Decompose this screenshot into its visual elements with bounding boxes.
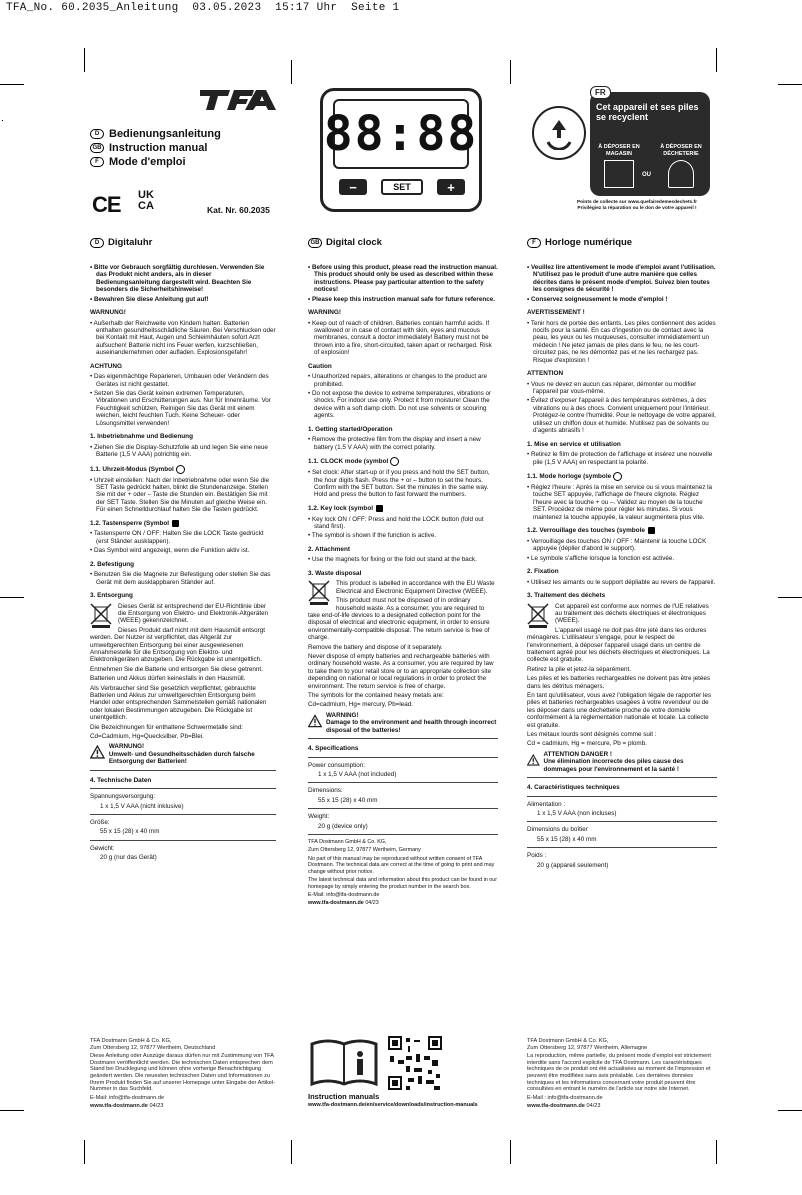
header-time: 15:17 Uhr bbox=[275, 2, 338, 14]
de-footer-email: E-Mail: info@tfa-dostmann.de bbox=[90, 1094, 165, 1101]
gb-column bbox=[308, 264, 498, 909]
de-s1-text: • Ziehen Sie die Display-Schutzfolie ab und legen Sie eine neue Batterie (1,5 V AAA) polrichtig ein. bbox=[90, 443, 268, 459]
gb-s11-heading-wrap bbox=[308, 457, 498, 466]
de-title: Digitaluhr bbox=[108, 237, 153, 248]
de-spec1-value: 1 x 1,5 V AAA (nicht inklusive) bbox=[100, 802, 184, 810]
gb-caution-heading: Caution bbox=[308, 362, 332, 370]
fr-tag: FR bbox=[590, 86, 611, 99]
fr-warn-title: ATTENTION DANGER ! bbox=[543, 750, 612, 758]
fr-s3c: Retirez la pile et jetez-la séparément. bbox=[527, 665, 631, 673]
fr-disposal-warning bbox=[527, 751, 717, 773]
gb-imprint-email: E-Mail: info@tfa-dostmann.de bbox=[308, 891, 380, 898]
de-s3g: Cd=Cadmium, Hg=Quecksilber, Pb=Blei. bbox=[90, 733, 204, 741]
fr-spec3-value: 20 g (appareil seulement) bbox=[537, 861, 609, 869]
triman-decheterie: À DÉPOSER EN DÉCHETERIE bbox=[660, 144, 702, 157]
gb-s2-text: • Use the magnets for fixing or the fold out stand at the back. bbox=[308, 556, 477, 564]
de-heading bbox=[90, 237, 152, 248]
title-gb-text: Instruction manual bbox=[109, 142, 208, 154]
triman-magasin: À DÉPOSER EN MAGASIN bbox=[598, 144, 640, 157]
minus-button[interactable]: − bbox=[339, 179, 367, 195]
fr-footer-email: E-Mail : info@tfa-dostmann.de bbox=[527, 1094, 603, 1101]
fr-spec2-value: 55 x 15 (28) x 40 mm bbox=[537, 835, 597, 843]
set-button[interactable]: SET bbox=[381, 179, 423, 195]
de-footer-3: Diese Anleitung oder Auszüge daraus dürfen nur mit Zustimmung von TFA Dostmann veröffentlicht werden. Die technischen Daten entsprechen dem Stand bei Drucklegung und können ohne vorherige Benachrichtigung geändert werden. Die neuesten technischen Daten und Informationen zu Ihrem Produkt finden Sie auf unserer Homepage unter Eingabe der Artikel-Nummer in das Suchfeld. bbox=[90, 1053, 276, 1093]
fr-s4-heading: 4. Caractéristiques techniques bbox=[527, 784, 620, 792]
recycle-icon bbox=[532, 106, 586, 160]
fr-caution-1: • Vous ne devez en aucun cas réparer, démonter ou modifier l'appareil par vous-même. bbox=[527, 380, 697, 396]
de-spec3-label: Gewicht: bbox=[90, 844, 115, 852]
fr-spec1-value: 1 x 1,5 V AAA (non incluses) bbox=[537, 810, 617, 818]
gb-s3d: Never dispose of empty batteries and rechargeable batteries with ordinary household waste. As a consumer, you are required by law to take them to your retail store or to an appropriate collection site depending on national or local regulations in order to protect the environment. The return service is free of charge. bbox=[308, 652, 494, 690]
triman-panel bbox=[590, 88, 710, 196]
fr-caution-2: • Évitez d'exposer l'appareil à des températures extrêmes, à des vibrations ou à des chocs. Convient uniquement pour l'intérieur. Protégez-le contre l'humidité. Pour le nettoyage de votre appareil, utilisez un chiffon doux et humide. N'utilisez pas de solvants ou d'agents abrasifs ! bbox=[527, 397, 716, 435]
shop-icon bbox=[604, 160, 634, 188]
gb-s3a: This product is labelled in accordance with the EU Waste Electrical and Electronic Equipment Directive (WEEE). bbox=[336, 580, 495, 595]
fr-spec1-label: Alimentation : bbox=[527, 800, 566, 808]
de-warning-text: • Außerhalb der Reichweite von Kindern halten. Batterien enthalten gesundheitsschädliche Säuren. Bei Verschlucken oder bei Kontakt mit Haut, Augen und Schleimhäuten sofort Arzt aufsuchen! Batterie nicht ins Feuer werfen, kurzschließen, auseinandernehmen oder aufladen. Explosionsgefahr! bbox=[90, 319, 276, 357]
fr-s3-heading: 3. Traitement des déchets bbox=[527, 591, 606, 599]
de-s2-text: • Benutzen Sie die Magnete zur Befestigung oder stellen Sie das Gerät mit dem ausklappbaren Ständer auf. bbox=[90, 571, 271, 586]
weee-bin-icon bbox=[527, 603, 549, 629]
ce-mark: CE bbox=[92, 192, 121, 217]
gb-intro-2: • Please keep this instruction manual safe for future reference. bbox=[308, 295, 495, 303]
clock-icon bbox=[390, 457, 399, 466]
gb-spec1-value: 1 x 1,5 V AAA (not included) bbox=[318, 771, 397, 779]
de-s3-heading: 3. Entsorgung bbox=[90, 591, 133, 599]
de-warning-heading: WARNUNG! bbox=[90, 309, 126, 317]
title-de bbox=[90, 128, 221, 140]
badge-f: F bbox=[90, 157, 104, 167]
plus-button[interactable]: + bbox=[437, 179, 465, 195]
de-caution-1: • Das eigenmächtige Reparieren, Umbauen oder Verändern des Gerätes ist nicht gestattet. bbox=[90, 373, 269, 388]
fr-s11-text: • Réglez l'heure : Après la mise en service ou si vous maintenez la touche SET appuyée, l'affichage de l'heure clignote. Réglez l'heure avec la touche + ou –. Validez au moyen de la touche SET. Procédez de même pour régler les minutes. Si vous maintenez la touche appuyée, la valeur augmentera plus vite. bbox=[527, 483, 713, 521]
de-s3d: Batterien und Akkus dürfen keinesfalls in den Hausmüll. bbox=[90, 675, 246, 683]
clock-display bbox=[323, 99, 479, 169]
de-s2-heading: 2. Befestigung bbox=[90, 560, 135, 568]
gb-caution-2: • Do not expose the device to extreme temperatures, vibrations or shocks. For indoor use only. Protect it from moisture! Clean the device with a soft damp cloth. Do not use solvents or scouring agents. bbox=[308, 390, 492, 420]
de-footer-1: TFA Dostmann GmbH & Co. KG, bbox=[90, 1038, 172, 1044]
de-s11-heading-wrap bbox=[90, 465, 276, 474]
de-spec1-label: Spannungsversorgung: bbox=[90, 793, 156, 801]
fr-s3f: Les métaux lourds sont désignés comme suit : bbox=[527, 731, 657, 739]
clock-icon bbox=[176, 465, 185, 474]
fr-s12-text: • Verrouillage des touches ON / OFF : Maintenir la touche LOCK appuyée (déplier d'abord le support). bbox=[527, 537, 707, 553]
badge-de: D bbox=[90, 129, 104, 139]
manuals-url[interactable]: www.tfa-dostmann.de/en/service/downloads/instruction-manuals bbox=[308, 1102, 478, 1108]
gb-s11-heading: 1.1. CLOCK mode (symbol bbox=[308, 458, 389, 466]
fr-warning-heading: AVERTISSEMENT ! bbox=[527, 309, 585, 317]
de-s4-heading: 4. Technische Daten bbox=[90, 776, 152, 784]
fr-footer-2: Zum Ottersberg 12, 97877 Wertheim, Allemagne bbox=[527, 1044, 648, 1051]
gb-s4-heading: 4. Specifications bbox=[308, 745, 359, 753]
de-caution-2: • Setzen Sie das Gerät keinen extremen Temperaturen, Vibrationen und Erschütterungen aus. Nur für Innenräume. Vor Feuchtigkeit schützen, Reinigen Sie das Gerät mit einem weichen, leicht feuchten Tuch. Keine Scheuer- oder Lösungsmittel verwenden! bbox=[90, 390, 271, 427]
fr-warn-text: Une élimination incorrecte des piles cause des dommages pour l'environnement et la santé ! bbox=[543, 758, 684, 773]
manual-download-block bbox=[308, 1036, 508, 1108]
fr-s11-heading-wrap bbox=[527, 472, 717, 481]
de-spec2-label: Größe: bbox=[90, 819, 110, 827]
book-info-icon bbox=[308, 1036, 380, 1090]
ukca-line2: CA bbox=[138, 200, 154, 212]
de-s11-text: • Uhrzeit einstellen: Nach der Inbetriebnahme oder wenn Sie die SET Taste gedrückt halten, blinkt die Stundenanzeige. Stellen Sie mit der + oder – Taste die Stunden ein. Bestätigen Sie mit der SET Taste. Stellen Sie die Minuten auf gleiche Weise ein. Für einen Schnelldurchlauf halten Sie die Tasten gedrückt. bbox=[90, 476, 269, 514]
title-f bbox=[90, 156, 221, 168]
title-gb bbox=[90, 142, 221, 154]
warning-triangle-icon bbox=[527, 751, 540, 769]
fr-intro-2: • Conservez soigneusement le mode d'emploi ! bbox=[527, 295, 668, 303]
badge-gb: GB bbox=[90, 143, 104, 153]
article-number: Kat. Nr. 60.2035 bbox=[207, 205, 270, 215]
gb-intro-1: • Before using this product, please read the instruction manual. This product should only be used as described within these instructions. Please pay particular attention to the safety notices! bbox=[308, 264, 498, 294]
fr-footer-date: 04/23 bbox=[586, 1103, 601, 1110]
title-de-text: Bedienungsanleitung bbox=[109, 128, 221, 140]
header-page: Seite 1 bbox=[351, 2, 400, 14]
de-intro-2: • Bewahren Sie diese Anleitung gut auf! bbox=[90, 295, 209, 303]
de-weee-block bbox=[90, 603, 276, 741]
gb-s12b-text: • The symbol is shown if the function is active. bbox=[308, 532, 437, 540]
de-footer bbox=[90, 1038, 278, 1112]
fr-s3a: Cet appareil est conforme aux normes de l'UE relatives au traitement des déchets électriques et électroniques (WEEE). bbox=[555, 602, 709, 625]
de-s12-text: • Tastensperre ON / OFF: Halten Sie die LOCK Taste gedrückt (erst Ständer ausklappen). bbox=[90, 530, 264, 545]
fr-s11-heading: 1.1. Mode horloge (symbole bbox=[527, 473, 612, 481]
fr-s12b-text: • Le symbole s'affiche lorsque la fonction est activée. bbox=[527, 554, 675, 562]
fr-s12-heading: 1.2. Verrouillage des touches (symbole bbox=[527, 527, 645, 535]
gb-spec2-value: 55 x 15 (28) x 40 mm bbox=[318, 796, 378, 804]
triman-privilegiez: Privilégiez la réparation ou le don de votre appareil ! bbox=[577, 205, 697, 211]
de-caution-heading: ACHTUNG bbox=[90, 362, 122, 370]
gb-title: Digital clock bbox=[326, 237, 382, 248]
gb-warn-title: WARNING! bbox=[325, 711, 359, 719]
fr-heading bbox=[527, 237, 632, 248]
gb-s3-heading: 3. Waste disposal bbox=[308, 569, 362, 577]
manuals-title: Instruction manuals bbox=[308, 1092, 380, 1101]
fr-footer bbox=[527, 1038, 717, 1112]
triman-logo bbox=[530, 90, 710, 216]
title-f-text: Mode d'emploi bbox=[109, 156, 186, 168]
de-s1-heading: 1. Inbetriebnahme und Bedienung bbox=[90, 433, 193, 441]
gb-s12-heading: 1.2. Key lock (symbol bbox=[308, 504, 373, 512]
warning-triangle-icon bbox=[308, 712, 322, 730]
qr-code[interactable] bbox=[388, 1036, 442, 1090]
warning-triangle-icon bbox=[90, 743, 105, 761]
ukca-line1: UK bbox=[138, 189, 154, 201]
gb-warning-heading: WARNING! bbox=[308, 309, 342, 317]
fr-s3b: L'appareil usagé ne doit pas être jeté dans les ordures ménagères. L'utilisateur s'engage, pour le respect de l'environnement, à déposer l'appareil usagé dans un centre de traitement agréé pour les déchets électriques et électroniques. La collecte est gratuite. bbox=[527, 626, 710, 664]
de-s3c: Entnehmen Sie die Batterie und entsorgen Sie diese getrennt. bbox=[90, 665, 263, 673]
tfa-logo bbox=[200, 86, 280, 117]
gb-heading bbox=[308, 237, 382, 248]
lock-icon bbox=[376, 505, 383, 512]
gb-spec3-value: 20 g (device only) bbox=[318, 822, 368, 830]
fr-footer-url[interactable]: www.tfa-dostmann.de bbox=[527, 1103, 585, 1110]
gb-badge: GB bbox=[308, 238, 322, 248]
display-digits: 88:88 bbox=[323, 106, 479, 162]
fr-badge: F bbox=[527, 238, 541, 248]
fr-warning-text: • Tenir hors de portée des enfants. Les piles contiennent des acides nocifs pour la santé. En cas d'ingestion ou de contact avec la peau, les yeux ou les muqueuses, consulter immédiatement un médecin ! Ne jetez jamais de piles dans le feu, ne les court-circuitez pas, ne les démontez pas et ne les rechargez pas. Risque d'explosion ! bbox=[527, 319, 716, 364]
triman-ou: OU bbox=[642, 172, 651, 178]
gb-imprint-4: The latest technical data and information about this product can be found in our homepage by simply entering the product number in the search box. bbox=[308, 877, 498, 890]
header-date: 03.05.2023 bbox=[192, 2, 262, 14]
gb-warning-text: • Keep out of reach of children. Batteries contain harmful acids. If swallowed or in case of contact with skin, eyes and mucous membranes, consult a doctor immediately! Battery must not be thrown into a fire, short-circuited, taken apart or recharged. Risk of explosion! bbox=[308, 319, 492, 357]
gb-s12-heading-wrap bbox=[308, 505, 498, 513]
gb-s12-text: • Key lock ON / OFF: Press and hold the LOCK button (fold out stand first). bbox=[308, 515, 484, 530]
fr-s3e: En tant qu'utilisateur, vous avez l'obligation légale de rapporter les piles et batteries rechargeables usagées à votre revendeur ou de les déposer dans une déchetterie proche de votre domicile conformément à la réglementation nationale et locale. La collecte est gratuite. bbox=[527, 692, 712, 729]
fr-column bbox=[527, 264, 717, 871]
lock-icon bbox=[648, 527, 655, 534]
de-warn-text: Umwelt- und Gesundheitsschäden durch falsche Entsorgung der Batterien! bbox=[108, 750, 255, 766]
fr-caution-heading: ATTENTION bbox=[527, 370, 564, 378]
weee-bin-icon bbox=[90, 603, 112, 629]
fr-s12-heading-wrap bbox=[527, 527, 717, 535]
lock-icon bbox=[172, 520, 179, 527]
clock-icon bbox=[613, 472, 622, 481]
de-footer-2: Zum Ottersberg 12, 97877 Wertheim, Deutschland bbox=[90, 1044, 216, 1051]
de-disposal-warning bbox=[90, 743, 276, 765]
de-footer-date: 04/23 bbox=[149, 1103, 164, 1110]
gb-disposal-warning bbox=[308, 712, 498, 734]
gb-imprint-url[interactable]: www.tfa-dostmann.de bbox=[308, 900, 364, 907]
fr-s3d: Les piles et les batteries rechargeables ne doivent pas être jetées dans les détritus ménagers. bbox=[527, 675, 711, 690]
gb-spec3-label: Weight: bbox=[308, 813, 330, 821]
de-s3b: Dieses Produkt darf nicht mit dem Hausmüll entsorgt werden. Der Nutzer ist verpflichtet, das Altgerät zur umweltgerechten Entsorgung bei einer ausgewiesenen Annahmestelle für die Entsorgung von Elektro- und Elektronikgeräten abzugeben. Die Rückgabe ist unentgeltlich. bbox=[90, 626, 265, 664]
gb-spec2-label: Dimensions: bbox=[308, 787, 343, 795]
weee-bin-icon bbox=[308, 580, 330, 606]
gb-s11-text: • Set clock: After start-up or if you press and hold the SET button, the hour digits flash. Press the + or – button to set the hours. Confirm with the SET button. Set the minutes in the same way. Hold and press the button to fast forward the numbers. bbox=[308, 469, 490, 499]
de-s3e: Als Verbraucher sind Sie gesetzlich verpflichtet, gebrauchte Batterien und Akkus zur umweltgerechten Entsorgung beim Handel oder entsprechenden Sammelstellen gemäß nationalen oder lokalen Bestimmungen abzugeben. Die Rückgabe ist unentgeltlich. bbox=[90, 684, 267, 722]
logo-text bbox=[200, 86, 202, 87]
triman-points: Points de collecte sur www.quefairedemesdechets.fr bbox=[576, 200, 698, 205]
fr-s3g: Cd = cadmium, Hg = mercure, Pb = plomb. bbox=[527, 740, 647, 748]
de-s12b-text: • Das Symbol wird angezeigt, wenn die Funktion aktiv ist. bbox=[90, 547, 250, 555]
de-s11-heading: 1.1. Uhrzeit-Modus (Symbol bbox=[90, 465, 174, 473]
de-s12-heading: 1.2. Tastensperre (Symbol bbox=[90, 519, 170, 527]
gb-weee-block bbox=[308, 580, 498, 709]
fr-spec2-label: Dimensions du boîtier bbox=[527, 826, 588, 834]
gb-s3c: Remove the battery and dispose of it separately. bbox=[308, 643, 443, 651]
gb-warn-text: Damage to the environment and health through incorrect disposal of the batteries! bbox=[325, 719, 497, 734]
title-block bbox=[90, 128, 221, 170]
de-footer-url[interactable]: www.tfa-dostmann.de bbox=[90, 1103, 148, 1110]
gb-imprint-2: Zum Ottersberg 12, 97877 Wertheim, Germany bbox=[308, 847, 421, 854]
dump-icon bbox=[668, 160, 694, 188]
gb-imprint-date: 04/23 bbox=[365, 900, 379, 907]
gb-spec1-label: Power consumption: bbox=[308, 761, 366, 769]
ukca-mark bbox=[138, 190, 154, 212]
de-warn-title: WARNUNG! bbox=[108, 743, 145, 751]
de-badge: D bbox=[90, 238, 104, 248]
gb-s2-heading: 2. Attachment bbox=[308, 545, 351, 553]
de-spec3-value: 20 g (nur das Gerät) bbox=[100, 854, 157, 862]
de-s3a: Dieses Gerät ist entsprechend der EU-Richtlinie über die Entsorgung von Elektro- und Elektronik-Altgeräten (WEEE) gekennzeichnet. bbox=[118, 602, 269, 625]
fr-s2-text: • Utilisez les aimants ou le support dépliable au revers de l'appareil. bbox=[527, 578, 716, 586]
gb-imprint-3: No part of this manual may be reproduced without written consent of TFA Dostmann. The technical data are correct at the time of going to print and may change without prior notice. bbox=[308, 855, 495, 875]
de-intro-1: • Bitte vor Gebrauch sorgfältig durchlesen. Verwenden Sie das Produkt nicht anders, als in dieser Bedienungsanleitung dargestellt wird. Beachten Sie besonders die Sicherheitshinweise! bbox=[90, 264, 265, 294]
header-filename: TFA_No. 60.2035_Anleitung bbox=[6, 2, 179, 14]
fr-title: Horloge numérique bbox=[545, 237, 633, 248]
gb-caution-1: • Unauthorized repairs, alterations or changes to the product are prohibited. bbox=[308, 373, 487, 388]
gb-s3f: Cd=cadmium, Hg= mercury, Pb=lead. bbox=[308, 701, 414, 709]
fr-spec3-label: Poids : bbox=[527, 852, 547, 860]
de-s12-heading-wrap bbox=[90, 520, 276, 528]
fr-intro-1: • Veuillez lire attentivement le mode d'emploi avant l'utilisation. N'utilisez pas le produit d'une autre manière que celles décrites dans le présent mode d'emploi. Suivez bien toutes les consignes de sécurité ! bbox=[527, 264, 716, 294]
clock-device-illustration bbox=[320, 88, 482, 212]
de-s3f: Die Bezeichnungen für enthaltene Schwermetalle sind: bbox=[90, 723, 243, 731]
gb-s3e: The symbols for the contained heavy metals are: bbox=[308, 692, 444, 699]
gb-imprint-1: TFA Dostmann GmbH & Co. KG, bbox=[308, 839, 387, 846]
fr-s1-text: • Retirez le film de protection de l'affichage et insérez une nouvelle pile (1,5 V AAA) en respectant la polarité. bbox=[527, 451, 713, 466]
de-spec2-value: 55 x 15 (28) x 40 mm bbox=[100, 828, 160, 836]
fr-footer-3: La reproduction, même partielle, du présent mode d'emploi est strictement interdite sans l'accord explicite de TFA Dostmann. Les caractéristiques techniques de ce produit ont été actualisées au moment de l'impression et peuvent être modifiées sans avis préalable. Les dernières données techniques et les informations concernant votre produit peuvent être consultées en entrant le numéro de l'article sur notre site Internet. bbox=[527, 1053, 711, 1093]
gb-imprint bbox=[308, 839, 498, 907]
fr-footer-1: TFA Dostmann GmbH & Co. KG, bbox=[527, 1038, 609, 1044]
de-column bbox=[90, 264, 276, 864]
print-header bbox=[6, 2, 399, 14]
gb-s1-text: • Remove the protective film from the display and insert a new battery (1.5 V AAA) with the correct polarity. bbox=[308, 436, 481, 451]
gb-s1-heading: 1. Getting started/Operation bbox=[308, 425, 393, 433]
triman-footer bbox=[552, 200, 722, 211]
fr-s1-heading: 1. Mise en service et utilisation bbox=[527, 440, 621, 448]
fr-s2-heading: 2. Fixation bbox=[527, 567, 559, 575]
triman-title: Cet appareil et ses piles se recyclent bbox=[596, 102, 699, 122]
gb-s3b: This product must not be disposed of in ordinary household waste. As a consumer, you are required to take end-of-life devices to a designated collection point for the disposal of electrical and electronic equipment, in order to ensure environmentally-compatible disposal. The return service is free of charge. bbox=[308, 597, 490, 642]
fr-weee-block bbox=[527, 603, 717, 748]
